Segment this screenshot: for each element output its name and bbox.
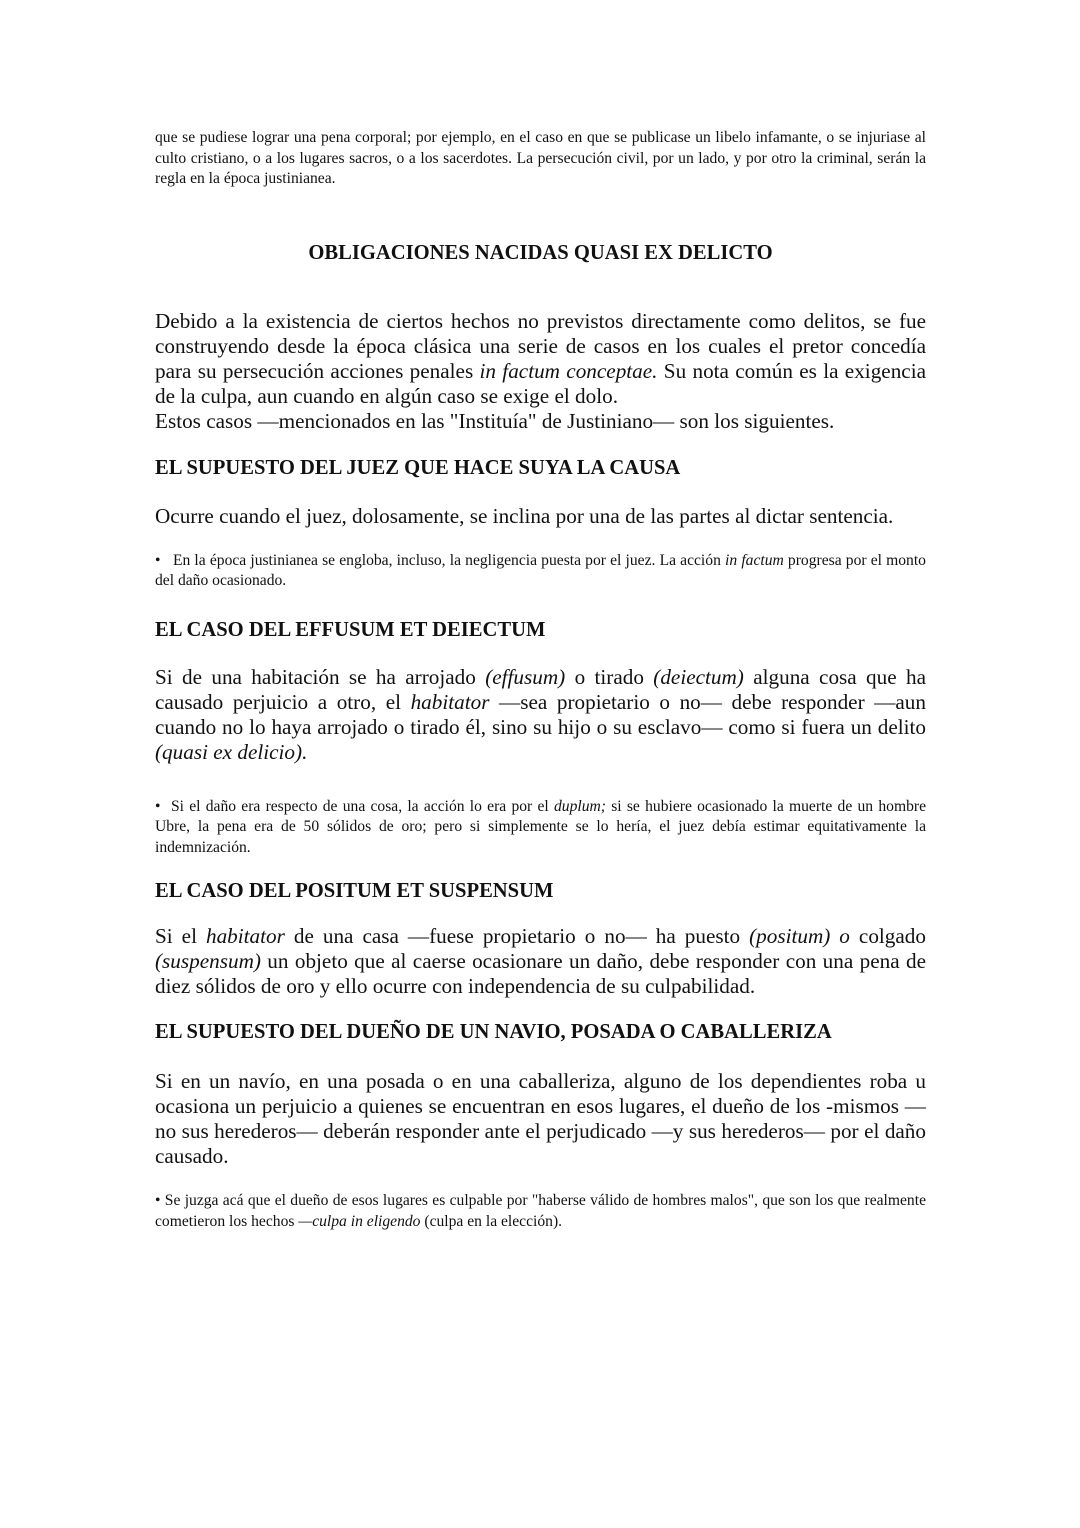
section-heading-effusum: EL CASO DEL EFFUSUM ET DEIECTUM (155, 618, 546, 641)
section-heading-navio: EL SUPUESTO DEL DUEÑO DE UN NAVIO, POSADA O CABALLERIZA (155, 1021, 832, 1043)
section-note-effusum: • Si el daño era respecto de una cosa, la acción lo era por el duplum; si se hubiere ocasionado la muerte de un hombre Ubre, la pena era de 50 sólidos de oro; pero si simplemente se lo hería, el juez debía estimar equitativamente la indemnización. (155, 797, 926, 856)
bullet-icon: • (155, 551, 161, 569)
section-note-navio: • Se juzga acá que el dueño de esos lugares es culpable por "haberse válido de hombres malos", que son los que realmente cometieron los hechos —culpa in eligendo (culpa en la elección). (155, 1192, 926, 1230)
intro-paragraph: que se pudiese lograr una pena corporal; por ejemplo, en el caso en que se publicase un libelo infamante, o se injuriase al culto cristiano, o a los lugares sacros, o a los sacerdotes. La persecución civil, por un lado, y por otro la criminal, serán la regla en la época justinianea. (155, 129, 926, 187)
section-body-positum: Si el habitator de una casa —fuese propietario o no— ha puesto (positum) o colgado (suspensum) un objeto que al caerse ocasionare un daño, debe responder con una pena de diez sólidos de oro y ello ocurre con independencia de su culpabilidad. (155, 924, 926, 998)
section-body-effusum: Si de una habitación se ha arrojado (effusum) o tirado (deiectum) alguna cosa que ha causado perjuicio a otro, el habitator —sea propietario o no— debe responder —aun cuando no lo haya arrojado o tirado él, sino su hijo o su esclavo— como si fuera un delito (quasi ex delicio). (155, 664, 926, 764)
section-intro-line: Estos casos —mencionados en las "Instituía" de Justiniano— son los siguientes. (155, 408, 835, 433)
section-heading-juez: EL SUPUESTO DEL JUEZ QUE HACE SUYA LA CAUSA (155, 456, 681, 479)
section-heading-positum: EL CASO DEL POSITUM ET SUSPENSUM (155, 880, 554, 902)
bullet-icon: • (155, 1192, 161, 1209)
bullet-icon: • (155, 797, 161, 815)
section-note-juez: • En la época justinianea se engloba, incluso, la negligencia puesta por el juez. La acción in factum progresa por el monto del daño ocasionado. (155, 551, 926, 589)
section-body-navio: Si en un navío, en una posada o en una caballeriza, alguno de los dependientes roba u ocasiona un perjuicio a quienes se encuentran en esos lugares, el dueño de los -mismos —no sus herederos— deberán responder ante el perjudicado —y sus herederos— por el daño causado. (155, 1069, 926, 1168)
section-body-juez: Ocurre cuando el juez, dolosamente, se inclina por una de las partes al dictar sentencia. (155, 503, 894, 528)
document-page (155, 128, 926, 1232)
document-title: OBLIGACIONES NACIDAS QUASI EX DELICTO (308, 241, 773, 264)
section-intro-paragraph: Debido a la existencia de ciertos hechos no previstos directamente como delitos, se fue construyendo desde la época clásica una serie de casos en los cuales el pretor concedía para su persecución acciones penales in factum conceptae. Su nota común es la exigencia de la culpa, aun cuando en algún caso se exige el dolo. (155, 308, 926, 408)
